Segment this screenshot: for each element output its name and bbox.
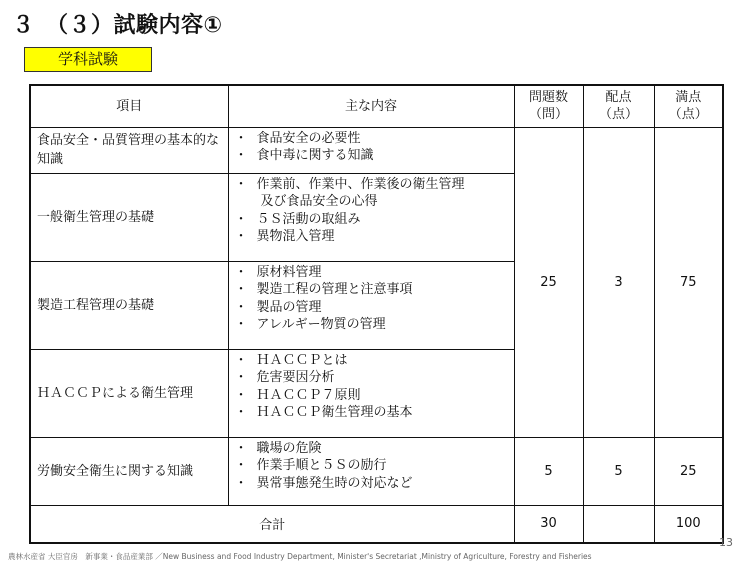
footer-text: 農林水産省 大臣官房 新事業・食品産業部 ／New Business and Food Industry Department, Minister's Secretariat ,Ministry of Agriculture, Forestry and Fisheries xyxy=(8,552,592,561)
total-questions: 30 xyxy=(514,505,583,543)
page-title: ３ （３）試験内容① xyxy=(12,13,223,38)
points-value: 5 xyxy=(583,437,654,505)
content-bullet: ・ 作業前、作業中、作業後の衛生管理 xyxy=(235,176,514,194)
content-bullet: ・ 食品安全の必要性 xyxy=(235,130,514,148)
total-full-marks: 100 xyxy=(654,505,723,543)
content-bullet: ・ 食中毒に関する知識 xyxy=(235,147,514,165)
content-bullet: ・ ＨＡＣＣＰ７原則 xyxy=(235,387,514,405)
content-bullet: ・ ５Ｓ活動の取組み xyxy=(235,211,514,229)
exam-content-table xyxy=(29,84,724,544)
section-badge: 学科試験 xyxy=(24,47,152,72)
row-content xyxy=(228,437,514,505)
content-bullet: ・ 製品の管理 xyxy=(235,299,514,317)
content-bullet: ・ ＨＡＣＣＰとは xyxy=(235,352,514,370)
total-label: 合計 xyxy=(30,505,514,543)
content-bullet: ・ アレルギー物質の管理 xyxy=(235,316,514,334)
page-number: 13 xyxy=(719,536,733,549)
content-continuation: 及び食品安全の心得 xyxy=(260,194,378,209)
content-bullet: ・ 職場の危険 xyxy=(235,440,514,458)
total-row xyxy=(30,505,723,543)
row-content xyxy=(228,261,514,349)
content-bullet: ・ 原材料管理 xyxy=(235,264,514,282)
full-marks-value: 75 xyxy=(654,127,723,437)
row-content xyxy=(228,173,514,261)
row-item: 一般衛生管理の基礎 xyxy=(30,173,228,261)
header-content: 主な内容 xyxy=(228,85,514,127)
header-questions: 問題数 （問） xyxy=(514,85,583,127)
row-item: ＨＡＣＣＰによる衛生管理 xyxy=(30,349,228,437)
header-item: 項目 xyxy=(30,85,228,127)
questions-value: 5 xyxy=(514,437,583,505)
row-content xyxy=(228,349,514,437)
content-bullet: ・ 異物混入管理 xyxy=(235,228,514,246)
row-item: 製造工程管理の基礎 xyxy=(30,261,228,349)
header-full-marks: 満点 （点） xyxy=(654,85,723,127)
content-bullet: ・ 異常事態発生時の対応など xyxy=(235,475,514,493)
points-value: 3 xyxy=(583,127,654,437)
table-row xyxy=(30,127,723,173)
content-bullet: ・ 作業手順と５Ｓの励行 xyxy=(235,457,514,475)
row-content xyxy=(228,127,514,173)
content-bullet: ・ 危害要因分析 xyxy=(235,369,514,387)
table-row xyxy=(30,437,723,505)
table-header-row xyxy=(30,85,723,127)
header-points: 配点 （点） xyxy=(583,85,654,127)
row-item: 食品安全・品質管理の基本的な知識 xyxy=(30,127,228,173)
content-bullet: ・ 製造工程の管理と注意事項 xyxy=(235,281,514,299)
questions-value: 25 xyxy=(514,127,583,437)
row-item: 労働安全衛生に関する知識 xyxy=(30,437,228,505)
full-marks-value: 25 xyxy=(654,437,723,505)
total-points xyxy=(583,505,654,543)
content-bullet: ・ ＨＡＣＣＰ衛生管理の基本 xyxy=(235,404,514,422)
